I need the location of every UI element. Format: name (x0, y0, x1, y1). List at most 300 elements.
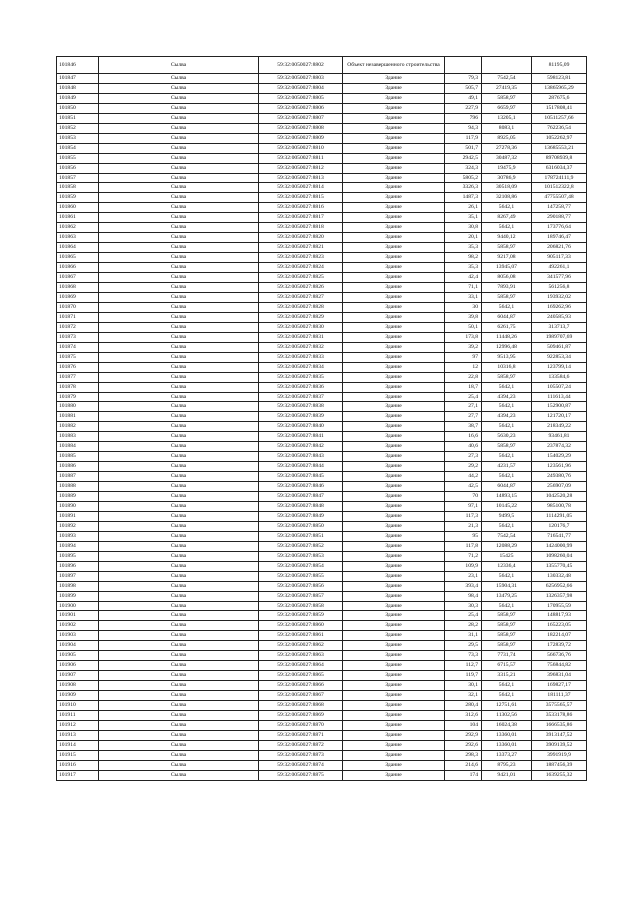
cadastral-value-cell: 206821,76 (532, 243, 587, 253)
row-number-cell: 101879 (57, 392, 99, 402)
table-row (57, 691, 587, 701)
locality-cell: Сылва (99, 382, 259, 392)
object-type-cell: Здание (343, 760, 445, 770)
cadastral-number-cell: 59:32:0050027:8841 (259, 432, 343, 442)
unit-value-cell: 15425 (482, 551, 532, 561)
unit-value-cell: 32108,86 (482, 193, 532, 203)
unit-value-cell: 5642,1 (482, 302, 532, 312)
object-type-cell: Здание (343, 74, 445, 84)
table-row (57, 521, 587, 531)
object-type-cell: Здание (343, 661, 445, 671)
cadastral-value-cell: 3913147,52 (532, 730, 587, 740)
area-cell: 214,6 (445, 760, 482, 770)
table-row (57, 243, 587, 253)
cadastral-number-cell: 59:32:0050027:8809 (259, 133, 343, 143)
table-row (57, 591, 587, 601)
locality-cell: Сылва (99, 492, 259, 502)
locality-cell: Сылва (99, 462, 259, 472)
cadastral-number-cell: 59:32:0050027:8848 (259, 501, 343, 511)
object-type-cell: Здание (343, 551, 445, 561)
table-row (57, 233, 587, 243)
table-row (57, 531, 587, 541)
locality-cell: Сылва (99, 57, 259, 74)
row-number-cell: 101849 (57, 93, 99, 103)
cadastral-number-cell: 59:32:0050027:8843 (259, 452, 343, 462)
cadastral-number-cell: 59:32:0050027:8832 (259, 342, 343, 352)
locality-cell: Сылва (99, 263, 259, 273)
object-type-cell: Здание (343, 153, 445, 163)
locality-cell: Сылва (99, 302, 259, 312)
area-cell: 70 (445, 492, 482, 502)
area-cell: 98,2 (445, 253, 482, 263)
locality-cell: Сылва (99, 173, 259, 183)
row-number-cell: 101886 (57, 462, 99, 472)
row-number-cell: 101917 (57, 770, 99, 780)
table-row (57, 452, 587, 462)
unit-value-cell: 13205,1 (482, 113, 532, 123)
area-cell: 26,1 (445, 203, 482, 213)
table-row (57, 601, 587, 611)
row-number-cell: 101887 (57, 472, 99, 482)
object-type-cell: Здание (343, 581, 445, 591)
row-number-cell: 101882 (57, 422, 99, 432)
cadastral-number-cell: 59:32:0050027:8828 (259, 302, 343, 312)
locality-cell: Сылва (99, 412, 259, 422)
locality-cell: Сылва (99, 362, 259, 372)
cadastral-value-cell: 170955,59 (532, 601, 587, 611)
row-number-cell: 101905 (57, 651, 99, 661)
locality-cell: Сылва (99, 551, 259, 561)
row-number-cell: 101900 (57, 601, 99, 611)
object-type-cell: Здание (343, 322, 445, 332)
area-cell: 117,3 (445, 511, 482, 521)
row-number-cell: 101888 (57, 482, 99, 492)
table-row (57, 472, 587, 482)
locality-cell: Сылва (99, 750, 259, 760)
object-type-cell: Здание (343, 711, 445, 721)
cadastral-value-cell: 1355770,45 (532, 561, 587, 571)
cadastral-number-cell: 59:32:0050027:8859 (259, 611, 343, 621)
cadastral-number-cell: 59:32:0050027:8858 (259, 601, 343, 611)
cadastral-value-cell: 256907,09 (532, 482, 587, 492)
locality-cell: Сылва (99, 681, 259, 691)
object-type-cell: Здание (343, 651, 445, 661)
table-row (57, 362, 587, 372)
cadastral-value-cell: 93461,81 (532, 432, 587, 442)
area-cell: 71,1 (445, 283, 482, 293)
object-type-cell: Здание (343, 531, 445, 541)
row-number-cell: 101897 (57, 571, 99, 581)
object-type-cell: Здание (343, 273, 445, 283)
area-cell: 505,7 (445, 83, 482, 93)
area-cell: 22,8 (445, 372, 482, 382)
cadastral-number-cell: 59:32:0050027:8870 (259, 720, 343, 730)
area-cell: 42,4 (445, 273, 482, 283)
area-cell: 30,1 (445, 681, 482, 691)
area-cell: 324,3 (445, 163, 482, 173)
unit-value-cell: 6659,97 (482, 103, 532, 113)
area-cell: 42,5 (445, 482, 482, 492)
unit-value-cell: 5858,97 (482, 641, 532, 651)
area-cell: 79,3 (445, 74, 482, 84)
object-type-cell: Здание (343, 223, 445, 233)
locality-cell: Сылва (99, 631, 259, 641)
cadastral-number-cell: 59:32:0050027:8811 (259, 153, 343, 163)
unit-value-cell: 5642,1 (482, 452, 532, 462)
cadastral-value-cell: 1098260,04 (532, 551, 587, 561)
row-number-cell: 101881 (57, 412, 99, 422)
area-cell: 227,9 (445, 103, 482, 113)
locality-cell: Сылва (99, 83, 259, 93)
locality-cell: Сылва (99, 740, 259, 750)
locality-cell: Сылва (99, 691, 259, 701)
cadastral-number-cell: 59:32:0050027:8845 (259, 472, 343, 482)
unit-value-cell: 5642,1 (482, 223, 532, 233)
table-row (57, 711, 587, 721)
unit-value-cell: 6715,57 (482, 661, 532, 671)
cadastral-number-cell: 59:32:0050027:8804 (259, 83, 343, 93)
cadastral-value-cell: 1114291,05 (532, 511, 587, 521)
cadastral-number-cell: 59:32:0050027:8829 (259, 312, 343, 322)
area-cell: 38,7 (445, 422, 482, 432)
object-type-cell: Здание (343, 163, 445, 173)
table-row (57, 352, 587, 362)
unit-value-cell: 7731,74 (482, 651, 532, 661)
locality-cell: Сылва (99, 253, 259, 263)
unit-value-cell: 13479,25 (482, 591, 532, 601)
row-number-cell: 101908 (57, 681, 99, 691)
cadastral-value-cell: 13865965,29 (532, 83, 587, 93)
area-cell: 16,6 (445, 432, 482, 442)
cadastral-number-cell: 59:32:0050027:8812 (259, 163, 343, 173)
locality-cell: Сылва (99, 203, 259, 213)
unit-value-cell: 19475,9 (482, 163, 532, 173)
locality-cell: Сылва (99, 501, 259, 511)
locality-cell: Сылва (99, 482, 259, 492)
object-type-cell: Здание (343, 93, 445, 103)
area-cell: 97 (445, 352, 482, 362)
cadastral-value-cell: 154029,29 (532, 452, 587, 462)
unit-value-cell: 10316,8 (482, 362, 532, 372)
table-row (57, 103, 587, 113)
row-number-cell: 101859 (57, 193, 99, 203)
area-cell: 30,8 (445, 223, 482, 233)
cadastral-number-cell: 59:32:0050027:8817 (259, 213, 343, 223)
area-cell: 44,2 (445, 472, 482, 482)
area-cell: 501,7 (445, 143, 482, 153)
cadastral-number-cell: 59:32:0050027:8860 (259, 621, 343, 631)
object-type-cell: Здание (343, 432, 445, 442)
locality-cell: Сылва (99, 193, 259, 203)
cadastral-value-cell: 121720,17 (532, 412, 587, 422)
row-number-cell: 101857 (57, 173, 99, 183)
cadastral-value-cell: 237874,32 (532, 442, 587, 452)
object-type-cell: Здание (343, 342, 445, 352)
row-number-cell: 101864 (57, 243, 99, 253)
area-cell: 21,3 (445, 521, 482, 531)
cadastral-number-cell: 59:32:0050027:8814 (259, 183, 343, 193)
cadastral-number-cell: 59:32:0050027:8844 (259, 462, 343, 472)
object-type-cell: Здание (343, 611, 445, 621)
locality-cell: Сылва (99, 661, 259, 671)
area-cell: 292,9 (445, 730, 482, 740)
row-number-cell: 101892 (57, 521, 99, 531)
locality-cell: Сылва (99, 651, 259, 661)
row-number-cell: 101910 (57, 701, 99, 711)
row-number-cell: 101904 (57, 641, 99, 651)
object-type-cell: Здание (343, 402, 445, 412)
unit-value-cell: 5642,1 (482, 402, 532, 412)
unit-value-cell: 5642,1 (482, 472, 532, 482)
cadastral-value-cell: 341577,96 (532, 273, 587, 283)
cadastral-number-cell: 59:32:0050027:8840 (259, 422, 343, 432)
table-row (57, 302, 587, 312)
row-number-cell: 101914 (57, 740, 99, 750)
row-number-cell: 101891 (57, 511, 99, 521)
table-row (57, 332, 587, 342)
cadastral-value-cell: 492261,1 (532, 263, 587, 273)
locality-cell: Сылва (99, 452, 259, 462)
object-type-cell: Здание (343, 352, 445, 362)
table-row (57, 57, 587, 74)
area-cell: 3326,3 (445, 183, 482, 193)
row-number-cell: 101889 (57, 492, 99, 502)
row-number-cell: 101906 (57, 661, 99, 671)
object-type-cell: Здание (343, 113, 445, 123)
area-cell: 25,4 (445, 392, 482, 402)
cadastral-value-cell: 123561,96 (532, 462, 587, 472)
table-row (57, 551, 587, 561)
unit-value-cell: 13373,27 (482, 750, 532, 760)
locality-cell: Сылва (99, 113, 259, 123)
unit-value-cell: 12336,4 (482, 561, 532, 571)
table-row (57, 730, 587, 740)
cadastral-value-cell: 111613,44 (532, 392, 587, 402)
document-page (56, 56, 586, 781)
unit-value-cell: 6044,87 (482, 312, 532, 322)
unit-value-cell: 6261,75 (482, 322, 532, 332)
table-row (57, 322, 587, 332)
cadastral-number-cell: 59:32:0050027:8805 (259, 93, 343, 103)
cadastral-number-cell: 59:32:0050027:8837 (259, 392, 343, 402)
cadastral-number-cell: 59:32:0050027:8803 (259, 74, 343, 84)
cadastral-number-cell: 59:32:0050027:8831 (259, 332, 343, 342)
table-row (57, 661, 587, 671)
row-number-cell: 101860 (57, 203, 99, 213)
table-row (57, 342, 587, 352)
locality-cell: Сылва (99, 153, 259, 163)
row-number-cell: 101866 (57, 263, 99, 273)
locality-cell: Сылва (99, 541, 259, 551)
table-row (57, 402, 587, 412)
table-row (57, 541, 587, 551)
locality-cell: Сылва (99, 671, 259, 681)
area-cell: 104 (445, 720, 482, 730)
table-row (57, 173, 587, 183)
table-row (57, 283, 587, 293)
cadastral-value-cell: 922853,34 (532, 352, 587, 362)
unit-value-cell: 13360,01 (482, 740, 532, 750)
locality-cell: Сылва (99, 322, 259, 332)
locality-cell: Сылва (99, 720, 259, 730)
unit-value-cell: 4394,23 (482, 412, 532, 422)
area-cell: 119,7 (445, 671, 482, 681)
object-type-cell: Здание (343, 641, 445, 651)
row-number-cell: 101872 (57, 322, 99, 332)
row-number-cell: 101855 (57, 153, 99, 163)
locality-cell: Сылва (99, 372, 259, 382)
cadastral-value-cell: 10511257,66 (532, 113, 587, 123)
row-number-cell: 101884 (57, 442, 99, 452)
cadastral-number-cell: 59:32:0050027:8853 (259, 551, 343, 561)
unit-value-cell: 12996,48 (482, 342, 532, 352)
cadastral-number-cell: 59:32:0050027:8852 (259, 541, 343, 551)
object-type-cell: Здание (343, 511, 445, 521)
locality-cell: Сылва (99, 273, 259, 283)
row-number-cell: 101903 (57, 631, 99, 641)
object-type-cell: Здание (343, 591, 445, 601)
object-type-cell: Здание (343, 521, 445, 531)
table-row (57, 750, 587, 760)
area-cell: 30,3 (445, 601, 482, 611)
row-number-cell: 101861 (57, 213, 99, 223)
object-type-cell: Здание (343, 631, 445, 641)
cadastral-number-cell: 59:32:0050027:8873 (259, 750, 343, 760)
cadastral-value-cell: 123799,14 (532, 362, 587, 372)
cadastral-value-cell: 178724111,9 (532, 173, 587, 183)
cadastral-value-cell: 1666535,86 (532, 720, 587, 730)
cadastral-number-cell: 59:32:0050027:8835 (259, 372, 343, 382)
area-cell: 27,7 (445, 412, 482, 422)
unit-value-cell: 30518,09 (482, 183, 532, 193)
area-cell: 31,1 (445, 631, 482, 641)
locality-cell: Сылва (99, 233, 259, 243)
table-row (57, 123, 587, 133)
row-number-cell: 101874 (57, 342, 99, 352)
row-number-cell: 101896 (57, 561, 99, 571)
locality-cell: Сылва (99, 352, 259, 362)
area-cell: 39,8 (445, 312, 482, 322)
cadastral-number-cell: 59:32:0050027:8872 (259, 740, 343, 750)
area-cell: 35,1 (445, 213, 482, 223)
locality-cell: Сылва (99, 760, 259, 770)
row-number-cell: 101856 (57, 163, 99, 173)
cadastral-value-cell: 193932,02 (532, 292, 587, 302)
table-row (57, 382, 587, 392)
cadastral-value-cell: 3533178,86 (532, 711, 587, 721)
object-type-cell: Здание (343, 173, 445, 183)
cadastral-value-cell: 105507,24 (532, 382, 587, 392)
cadastral-value-cell: 147258,77 (532, 203, 587, 213)
row-number-cell: 101876 (57, 362, 99, 372)
cadastral-value-table (56, 56, 587, 781)
cadastral-value-cell: 313713,7 (532, 322, 587, 332)
object-type-cell: Здание (343, 143, 445, 153)
area-cell: 94,3 (445, 123, 482, 133)
area-cell: 39,2 (445, 342, 482, 352)
unit-value-cell: 5858,97 (482, 442, 532, 452)
cadastral-value-cell: 181111,37 (532, 691, 587, 701)
unit-value-cell: 5642,1 (482, 571, 532, 581)
locality-cell: Сылва (99, 581, 259, 591)
cadastral-number-cell: 59:32:0050027:8862 (259, 641, 343, 651)
row-number-cell: 101868 (57, 283, 99, 293)
cadastral-value-cell: 1052262,97 (532, 133, 587, 143)
row-number-cell: 101852 (57, 123, 99, 133)
table-row (57, 432, 587, 442)
unit-value-cell: 8083,1 (482, 123, 532, 133)
area-cell: 312,6 (445, 711, 482, 721)
row-number-cell: 101916 (57, 760, 99, 770)
table-row (57, 462, 587, 472)
object-type-cell: Здание (343, 302, 445, 312)
locality-cell: Сылва (99, 730, 259, 740)
area-cell: 112,7 (445, 661, 482, 671)
table-row (57, 193, 587, 203)
cadastral-value-cell: 47755507,48 (532, 193, 587, 203)
locality-cell: Сылва (99, 143, 259, 153)
area-cell: 25,4 (445, 611, 482, 621)
cadastral-number-cell: 59:32:0050027:8846 (259, 482, 343, 492)
object-type-cell: Здание (343, 332, 445, 342)
unit-value-cell: 27419,35 (482, 83, 532, 93)
area-cell: 27,3 (445, 452, 482, 462)
unit-value-cell: 9440,12 (482, 233, 532, 243)
area-cell: 50,1 (445, 322, 482, 332)
object-type-cell: Здание (343, 452, 445, 462)
row-number-cell: 101883 (57, 432, 99, 442)
cadastral-number-cell: 59:32:0050027:8827 (259, 292, 343, 302)
area-cell: 32,1 (445, 691, 482, 701)
locality-cell: Сылва (99, 561, 259, 571)
object-type-cell: Здание (343, 392, 445, 402)
table-row (57, 740, 587, 750)
cadastral-value-cell: 3991919,9 (532, 750, 587, 760)
unit-value-cell: 5642,1 (482, 382, 532, 392)
cadastral-value-cell: 120176,7 (532, 521, 587, 531)
object-type-cell: Здание (343, 442, 445, 452)
unit-value-cell: 12751,61 (482, 701, 532, 711)
object-type-cell: Здание (343, 203, 445, 213)
object-type-cell: Здание (343, 213, 445, 223)
object-type-cell: Здание (343, 372, 445, 382)
area-cell: 73,3 (445, 651, 482, 661)
cadastral-value-cell: 169262,96 (532, 302, 587, 312)
locality-cell: Сылва (99, 213, 259, 223)
cadastral-number-cell: 59:32:0050027:8868 (259, 701, 343, 711)
area-cell: 298,3 (445, 750, 482, 760)
cadastral-number-cell: 59:32:0050027:8855 (259, 571, 343, 581)
table-row (57, 143, 587, 153)
object-type-cell: Здание (343, 681, 445, 691)
object-type-cell: Здание (343, 701, 445, 711)
area-cell: 27,1 (445, 402, 482, 412)
cadastral-value-cell: 561256,8 (532, 283, 587, 293)
unit-value-cell: 6044,87 (482, 482, 532, 492)
unit-value-cell: 4231,57 (482, 462, 532, 472)
object-type-cell: Здание (343, 720, 445, 730)
object-type-cell: Здание (343, 283, 445, 293)
row-number-cell: 101895 (57, 551, 99, 561)
table-row (57, 442, 587, 452)
object-type-cell: Здание (343, 123, 445, 133)
object-type-cell: Здание (343, 193, 445, 203)
cadastral-number-cell: 59:32:0050027:8861 (259, 631, 343, 641)
cadastral-value-cell: 509461,87 (532, 342, 587, 352)
object-type-cell: Здание (343, 362, 445, 372)
locality-cell: Сылва (99, 332, 259, 342)
table-row (57, 83, 587, 93)
